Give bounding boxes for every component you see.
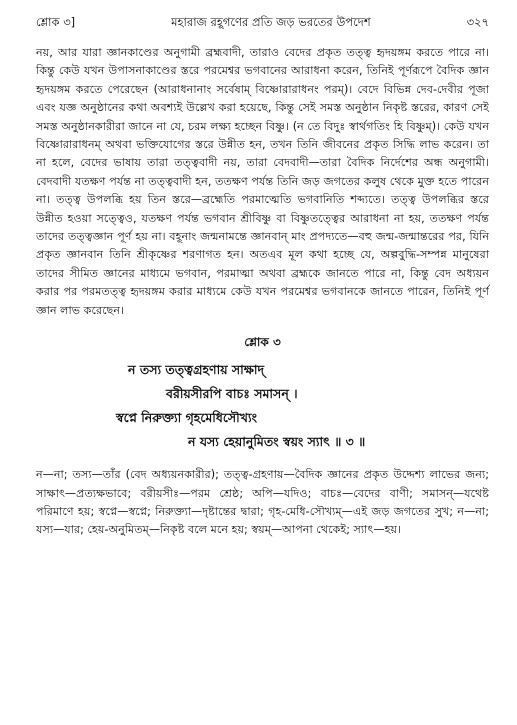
word-synonyms: ন—না; তস্য—তাঁর (বেদ অধ্যয়নকারীর); তত্ত্ব-গ্রহণায়—বৈদিক জ্ঞানের প্রকৃত উদ্দেশ্য লাভের জন্য; সাক্ষাৎ—প্রত্যক্ষভাবে; বরীয়সীঃ—পরম শ্রেষ্ঠ; অপি—যদিও; বাচঃ—বেদের বাণী; সমাসন্—যথেষ্ট পরিমাণে হয়; স্বপ্নে—স্বপ্নে; নিরুক্ত্যা—দৃষ্টান্তের দ্বারা; গৃহ-মেধি-সৌখ্যম্—এই জড় জগতের সুখ; ন—না; যস্য—যার; হেয়-অনুমিতম্—নিকৃষ্ট বলে মনে হয়; স্বয়ম্—আপনা থেকেই; স্যাৎ—হয়। — [36, 468, 489, 537]
verse-line-3: স্বপ্নে নিরুক্ত্যা গৃহমেধিসৌখ্যং — [116, 410, 257, 426]
verse-block — [36, 358, 489, 454]
purport-paragraph: নয়, আর যারা জ্ঞানকাণ্ডের অনুগামী ব্রহ্মবাদী, তারাও বেদের প্রকৃত তত্ত্ব হৃদয়ঙ্গম করতে পারে না। কিন্তু কেউ যখন উপাসনাকাণ্ডের স্তরে পরমেশ্বর ভগবানের আরাধনা করেন, তিনিই পূর্ণরূপে বৈদিক জ্ঞান হৃদয়ঙ্গম করতে পেরেছেন (আরাধনানাং সর্বেষাম্ বিষ্ণোরারাধনং পরম্)। বেদে বিভিন্ন দেব-দেবীর পূজা এবং যজ্ঞ অনুষ্ঠানের কথা অবশ্যই উল্লেখ করা হয়েছে, কিন্তু সেই সমস্ত অনুষ্ঠান নিকৃষ্ট স্তরের, কারণ সেই সমস্ত অনুষ্ঠানকারীরা জানে না যে, চরম লক্ষ্য হচ্ছেন বিষ্ণু। (ন তে বিদুঃ স্বার্থগতিং হি বিষ্ণুম্)। কেউ যখন বিষ্ণোরারাধনম্ অথবা ভক্তিযোগের স্তরে উন্নীত হন, তখন তিনি জীবনের প্রকৃত সিদ্ধি লাভ করেন। তা না হলে, বেদের ভাষায় তারা তত্ত্ববাদী নয়, তারা বেদবাদী—তারা বৈদিক নির্দেশের অন্ধ অনুগামী। বেদবাদী যতক্ষণ পর্যন্ত না তত্ত্ববাদী হন, ততক্ষণ পর্যন্ত তিনি জড় জগতের কলুষ থেকে মুক্ত হতে পারেন না। তত্ত্ব উপলব্ধি হয় তিন স্তরে—ব্রহ্মেতি পরমাত্মেতি ভগবানিতি শব্দ্যতে। তত্ত্ব উপলব্ধির স্তরে উন্নীত হওয়া সত্ত্বেও, যতক্ষণ পর্যন্ত ভগবান শ্রীবিষ্ণু বা বিষ্ণুতত্ত্বের আরাধনা না হয়, ততক্ষণ পর্যন্ত তাদের তত্ত্বজ্ঞান পূর্ণ হয় না। বহূনাং জন্মনামন্তে জ্ঞানবান্ মাং প্রপদ্যতে—বহু জন্ম-জন্মান্তরের পর, যিনি প্রকৃত জ্ঞানবান তিনি শ্রীকৃষ্ণের শরণাগত হন। অতএব মূল কথা হচ্ছে যে, অল্পবুদ্ধি-সম্পন্ন মানুষেরা তাদের সীমিত জ্ঞানের মাধ্যমে ভগবান, পরমাত্মা অথবা ব্রহ্মকে জানতে পারে না, কিন্তু বেদ অধ্যয়ন করার পর পরমতত্ত্ব হৃদয়ঙ্গম করার মাধ্যমে কেউ যখন পরমেশ্বর ভগবানকে জানতে পারেন, তিনিই পূর্ণ জ্ঞান লাভ করেছেন। — [36, 46, 489, 317]
verse-heading: শ্লোক ৩ — [244, 335, 281, 350]
page-number: ৩২৭ — [466, 15, 489, 29]
running-header — [36, 14, 489, 34]
verse-line-4: ন যস্য হেয়ানুমিতং স্বয়ং স্যাৎ ॥ ৩ ॥ — [188, 434, 366, 450]
running-title: মহারাজ রহূগণের প্রতি জড় ভরতের উপদেশ — [171, 15, 371, 29]
verse-line-2: বরীয়সীরপি বাচঃ সমাসন্ । — [166, 386, 298, 402]
chapter-reference: শ্লোক ৩] — [36, 15, 76, 29]
verse-line-1: ন তস্য তত্ত্বগ্রহণায় সাক্ষাদ্ — [128, 362, 265, 378]
